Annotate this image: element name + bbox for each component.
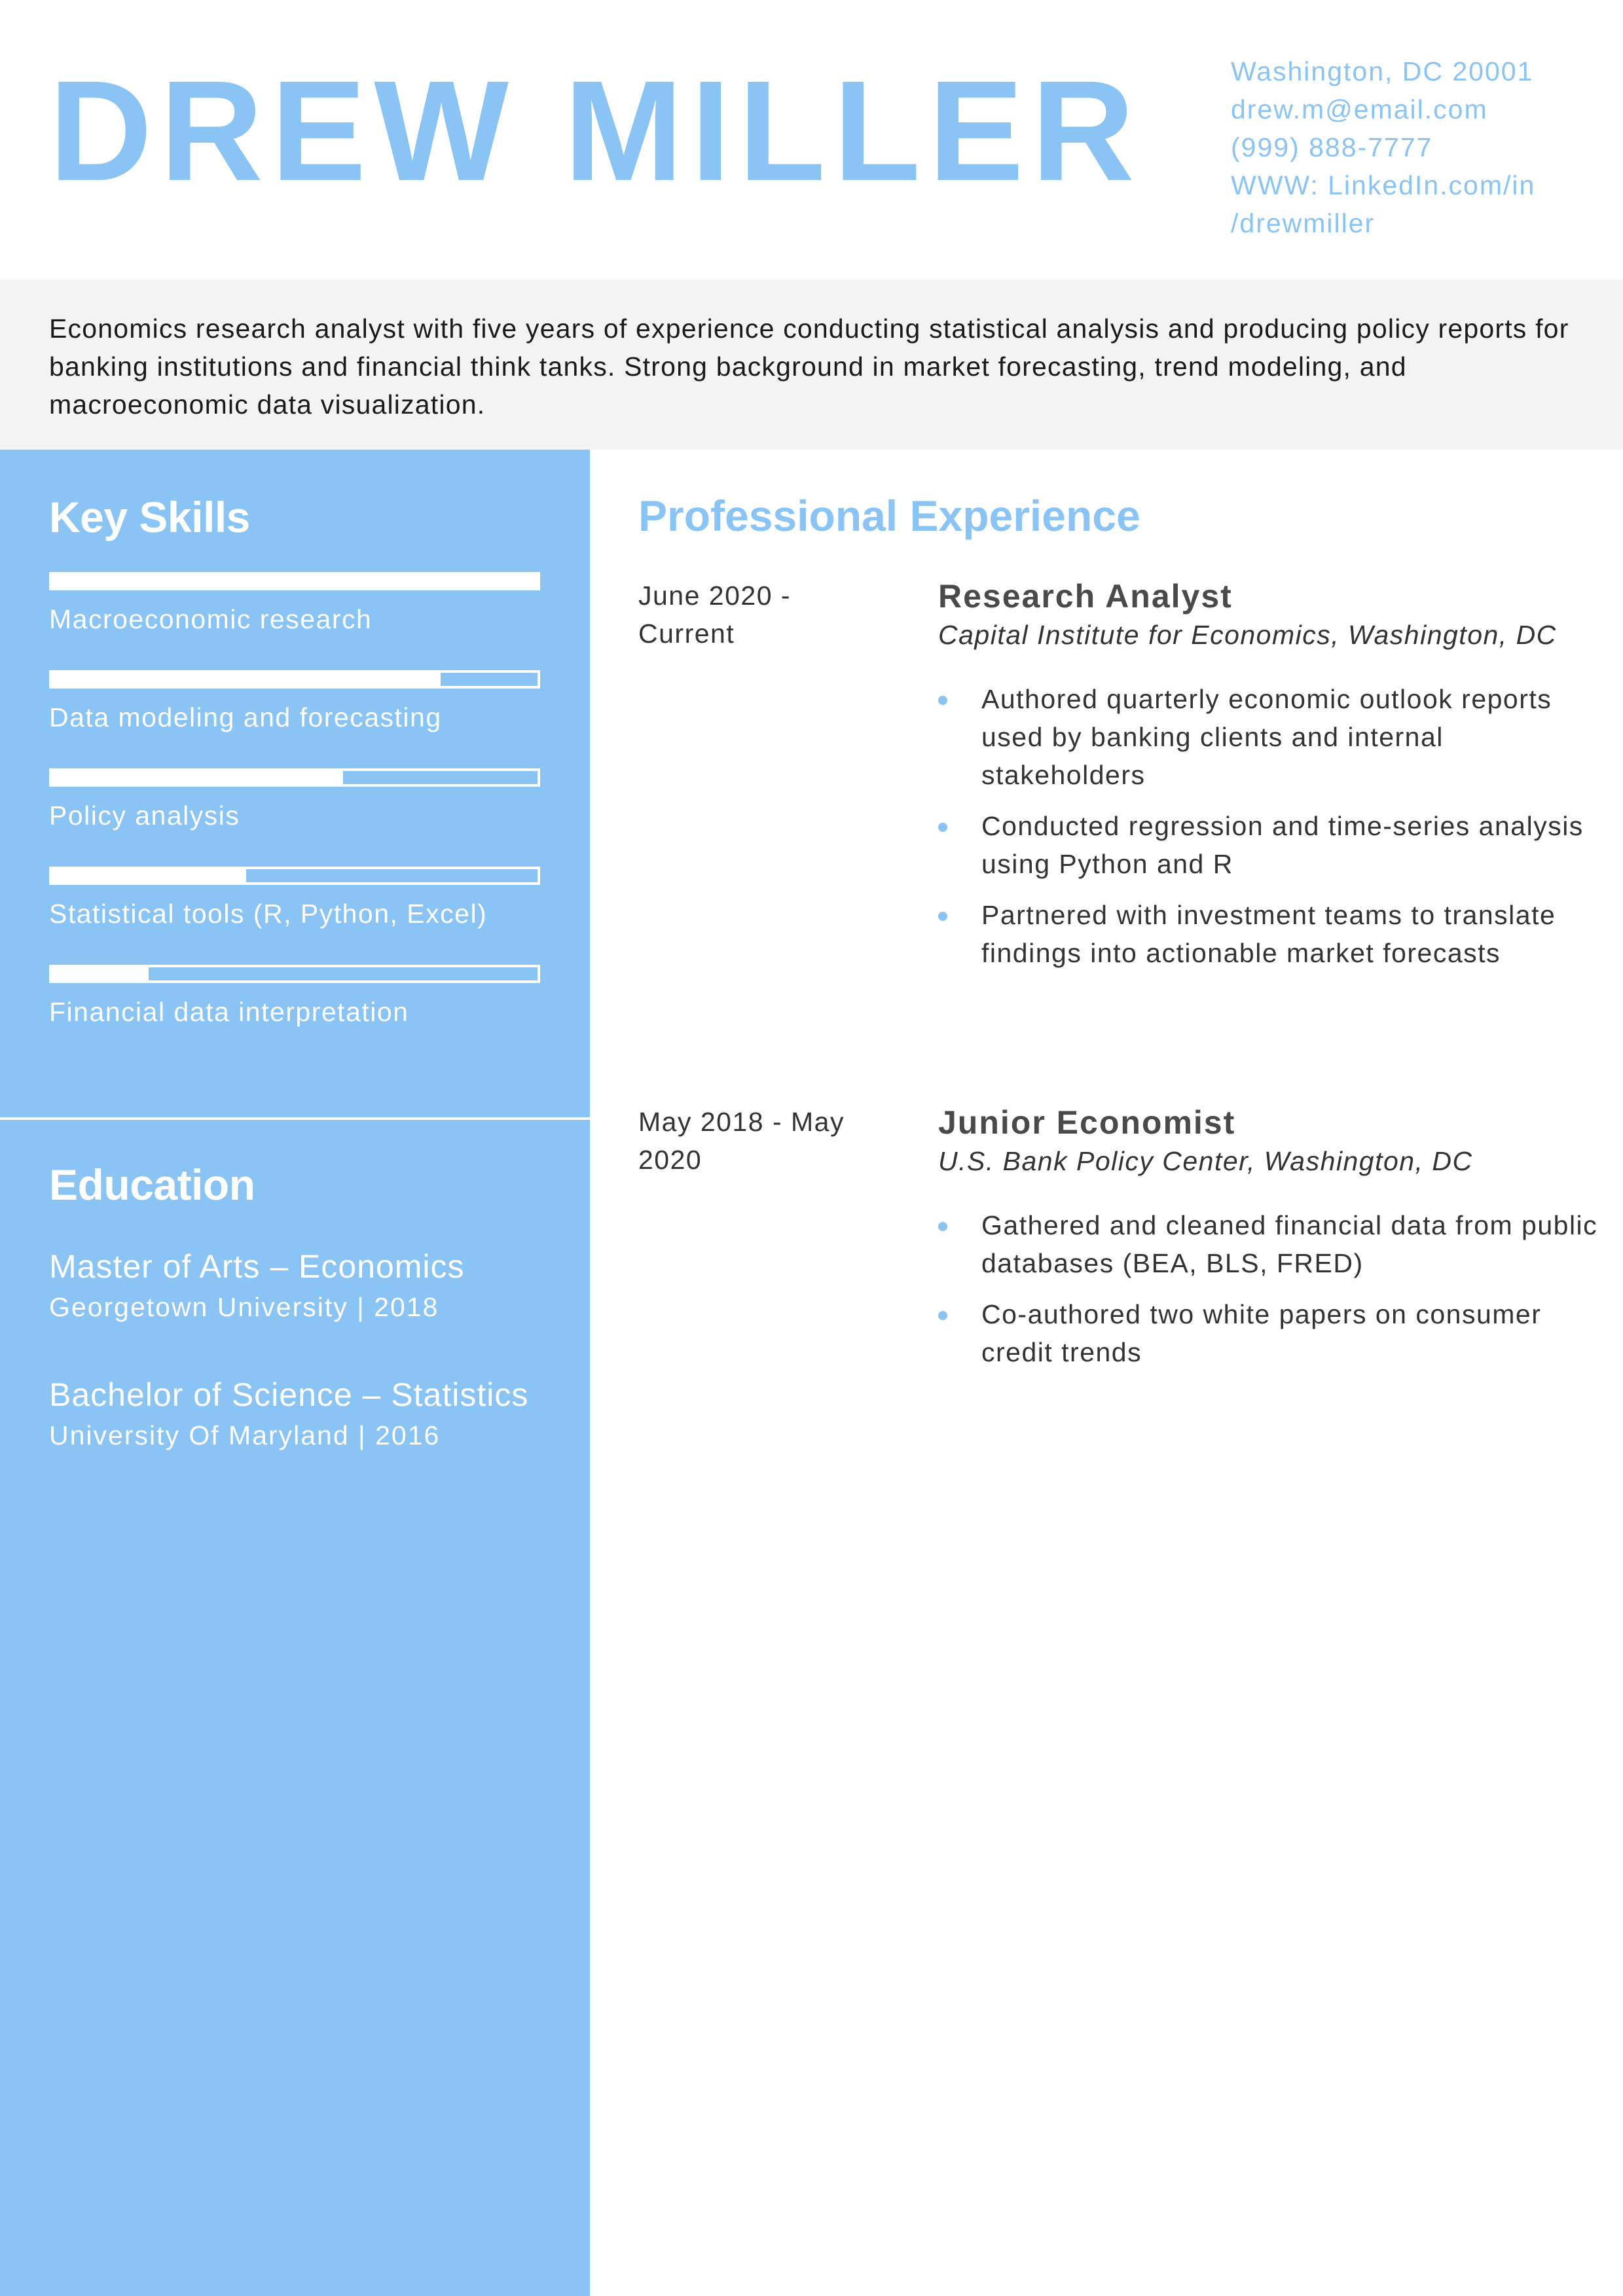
education-degree: Master of Arts – Economics xyxy=(49,1248,465,1285)
contact-info xyxy=(1231,52,1597,242)
skill-bar-fill xyxy=(52,575,538,588)
job-company: Capital Institute for Economics, Washington, DC xyxy=(938,620,1557,650)
skill-bar xyxy=(49,670,540,689)
education-heading: Education xyxy=(49,1160,255,1209)
contact-email: drew.m@email.com xyxy=(1231,94,1488,124)
job-title: Research Analyst xyxy=(938,578,1233,615)
job-bullet xyxy=(938,896,1599,972)
main-column xyxy=(590,450,1623,2296)
job-bullet-text: Gathered and cleaned financial data from public databases (BEA, BLS, FRED) xyxy=(981,1210,1598,1278)
job-title: Junior Economist xyxy=(938,1104,1236,1141)
sidebar xyxy=(0,450,590,2296)
summary-text: Economics research analyst with five years of experience conducting statistical analysis and producing policy reports for banking institutions and financial think tanks. Strong background in market forecasting, trend modeling, and macroeconomic data visualization. xyxy=(49,314,1569,420)
skill-label: Macroeconomic research xyxy=(49,604,373,634)
skill-label: Policy analysis xyxy=(49,800,240,831)
bullet-dot-icon xyxy=(938,1222,947,1231)
contact-address: Washington, DC 20001 xyxy=(1231,56,1534,86)
skills-heading: Key Skills xyxy=(49,493,250,541)
contact-website-path: /drewmiller xyxy=(1231,208,1376,238)
job-details xyxy=(938,577,1599,985)
skill-label: Financial data interpretation xyxy=(49,997,409,1027)
experience-heading: Professional Experience xyxy=(638,492,1140,540)
bullet-dot-icon xyxy=(938,912,947,921)
skill-item xyxy=(49,572,540,670)
job-bullet xyxy=(938,807,1599,883)
skill-bar-fill xyxy=(52,673,441,686)
education-item xyxy=(49,1370,547,1451)
summary-section xyxy=(0,279,1623,450)
job-details xyxy=(938,1103,1599,1384)
skill-label: Statistical tools (R, Python, Excel) xyxy=(49,899,488,929)
job-bullet-text: Conducted regression and time-series analysis using Python and R xyxy=(981,811,1584,879)
contact-phone: (999) 888-7777 xyxy=(1231,132,1433,162)
job-bullet xyxy=(938,1206,1599,1282)
job-bullet-text: Partnered with investment teams to translate findings into actionable market forecasts xyxy=(981,900,1556,968)
skill-bar-fill xyxy=(52,869,246,882)
header xyxy=(0,0,1623,278)
job-bullets xyxy=(938,680,1599,972)
education-item xyxy=(49,1242,547,1323)
contact-website: WWW: LinkedIn.com/in xyxy=(1231,170,1536,200)
education-school: Georgetown University | 2018 xyxy=(49,1292,439,1322)
bullet-dot-icon xyxy=(938,823,947,832)
bullet-dot-icon xyxy=(938,1311,947,1320)
job-bullet-text: Authored quarterly economic outlook reports used by banking clients and internal stakeholders xyxy=(981,684,1552,790)
job-bullets xyxy=(938,1206,1599,1371)
bullet-dot-icon xyxy=(938,696,947,705)
skills-list xyxy=(49,572,540,1063)
job-bullet-text: Co-authored two white papers on consumer credit trends xyxy=(981,1299,1542,1367)
skill-bar xyxy=(49,867,540,885)
skill-item xyxy=(49,768,540,867)
job-date: June 2020 - Current xyxy=(638,581,792,649)
skill-bar xyxy=(49,965,540,983)
job-date: May 2018 - May 2020 xyxy=(638,1107,845,1175)
skill-item xyxy=(49,867,540,965)
candidate-name: DREW MILLER xyxy=(49,52,1142,211)
education-degree: Bachelor of Science – Statistics xyxy=(49,1376,529,1413)
skill-item xyxy=(49,670,540,768)
job-bullet xyxy=(938,680,1599,794)
skill-item xyxy=(49,965,540,1063)
skill-bar xyxy=(49,572,540,590)
skill-label: Data modeling and forecasting xyxy=(49,702,442,732)
skill-bar-fill xyxy=(52,771,343,784)
skill-bar xyxy=(49,768,540,787)
job-bullet xyxy=(938,1295,1599,1371)
education-school: University Of Maryland | 2016 xyxy=(49,1420,441,1450)
skill-bar-fill xyxy=(52,967,149,980)
job-company: U.S. Bank Policy Center, Washington, DC xyxy=(938,1146,1473,1176)
sidebar-divider xyxy=(0,1117,590,1120)
